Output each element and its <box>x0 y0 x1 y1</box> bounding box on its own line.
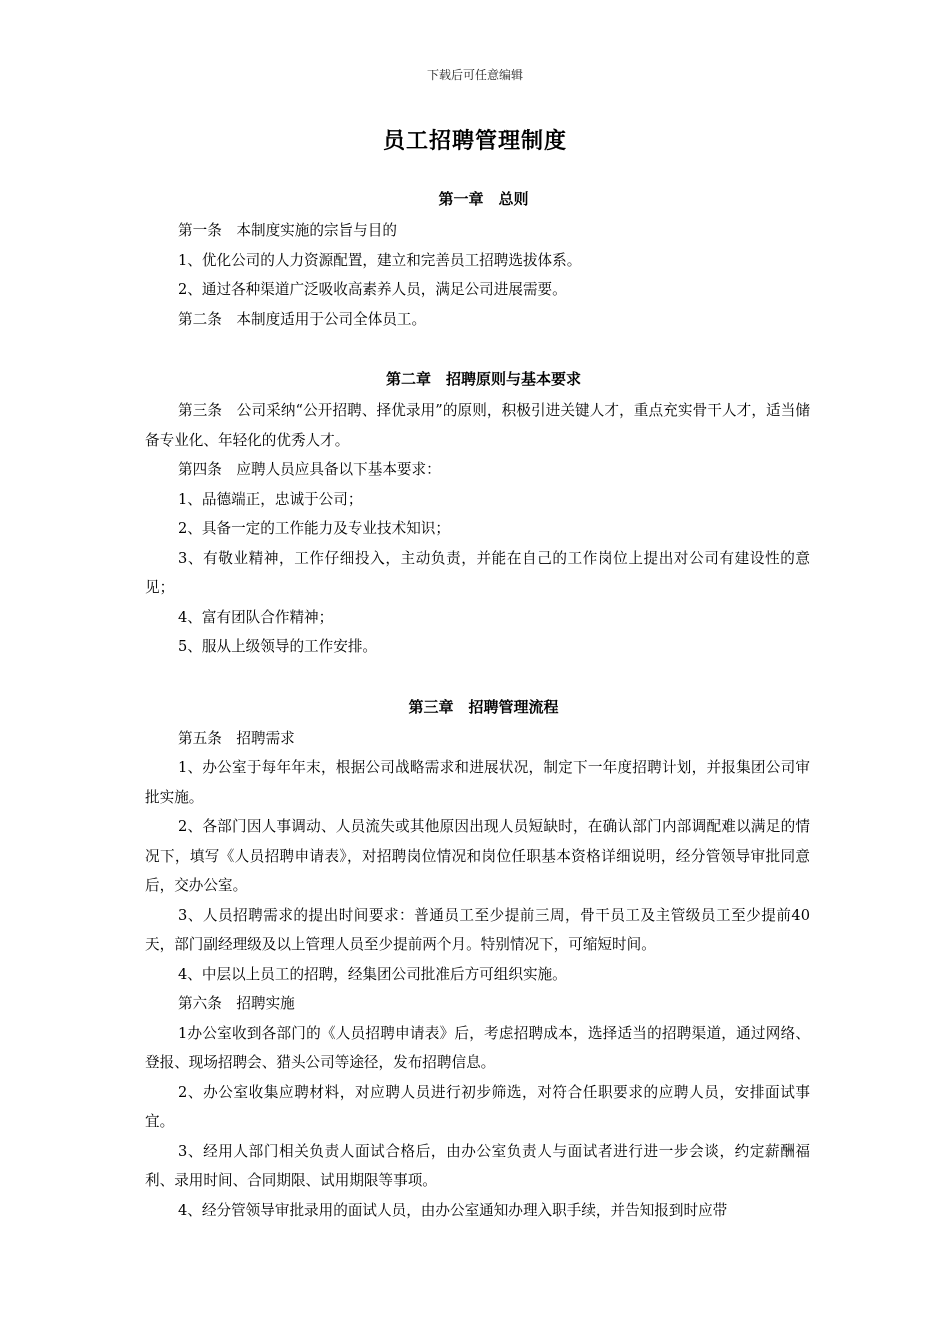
header-note: 下载后可任意编辑 <box>426 68 523 82</box>
paragraph: 2、具备一定的工作能力及专业技术知识； <box>178 520 450 537</box>
paragraph: 3、经用人部门相关负责人面试合格后，由办公室负责人与面试者进行进一步会谈，约定薪酬福利、录用时间、合同期限、试用期限等事项。 <box>145 1142 810 1189</box>
paragraph: 2、办公室收集应聘材料，对应聘人员进行初步筛选，对符合任职要求的应聘人员，安排面试事宜。 <box>145 1083 810 1130</box>
paragraph: 2、各部门因人事调动、人员流失或其他原因出现人员短缺时，在确认部门内部调配难以满足的情况下，填写《人员招聘申请表》，对招聘岗位情况和岗位任职基本资格详细说明，经分管领导审批同意后，交办公室。 <box>145 818 810 894</box>
paragraph: 3、有敬业精神，工作仔细投入，主动负责，并能在自己的工作岗位上提出对公司有建设性的意见； <box>145 549 810 596</box>
paragraph: 第六条 招聘实施 <box>178 995 295 1012</box>
paragraph: 1、办公室于每年年末，根据公司战略需求和进展状况，制定下一年度招聘计划，并报集团公司审批实施。 <box>145 759 810 806</box>
paragraph: 4、经分管领导审批录用的面试人员，由办公室通知办理入职手续，并告知报到时应带 <box>178 1201 728 1219</box>
paragraph: 第五条 招聘需求 <box>178 729 295 747</box>
paragraph: 5、服从上级领导的工作安排。 <box>178 638 378 655</box>
paragraph: 1、优化公司的人力资源配置，建立和完善员工招聘选拔体系。 <box>178 251 582 269</box>
paragraph: 第二条 本制度适用于公司全体员工。 <box>178 310 427 328</box>
document-body <box>145 186 810 1225</box>
paragraph: 1、品德端正，忠诚于公司； <box>178 490 363 508</box>
document-title: 员工招聘管理制度 <box>382 129 567 154</box>
paragraph: 3、人员招聘需求的提出时间要求：普通员工至少提前三周，骨干员工及主管级员工至少提前40天，部门副经理级及以上管理人员至少提前两个月。特别情况下，可缩短时间。 <box>145 906 810 953</box>
paragraph: 2、通过各种渠道广泛吸收高素养人员，满足公司进展需要。 <box>178 281 567 298</box>
paragraph: 第三条 公司采纳“公开招聘、择优录用”的原则，积极引进关键人才，重点充实骨干人才，适当储备专业化、年轻化的优秀人才。 <box>145 402 810 449</box>
paragraph: 4、中层以上员工的招聘，经集团公司批准后方可组织实施。 <box>178 965 567 983</box>
paragraph: 第四条 应聘人员应具备以下基本要求： <box>178 461 441 478</box>
paragraph: 4、富有团队合作精神； <box>178 608 334 626</box>
chapter-heading: 第二章 招聘原则与基本要求 <box>385 370 581 388</box>
paragraph: 1办公室收到各部门的《人员招聘申请表》后，考虑招聘成本，选择适当的招聘渠道，通过网络、登报、现场招聘会、猎头公司等途径，发布招聘信息。 <box>145 1024 810 1071</box>
paragraph: 第一条 本制度实施的宗旨与目的 <box>178 222 397 239</box>
chapter-heading: 第一章 总则 <box>438 190 529 208</box>
chapter-heading: 第三章 招聘管理流程 <box>408 697 559 716</box>
